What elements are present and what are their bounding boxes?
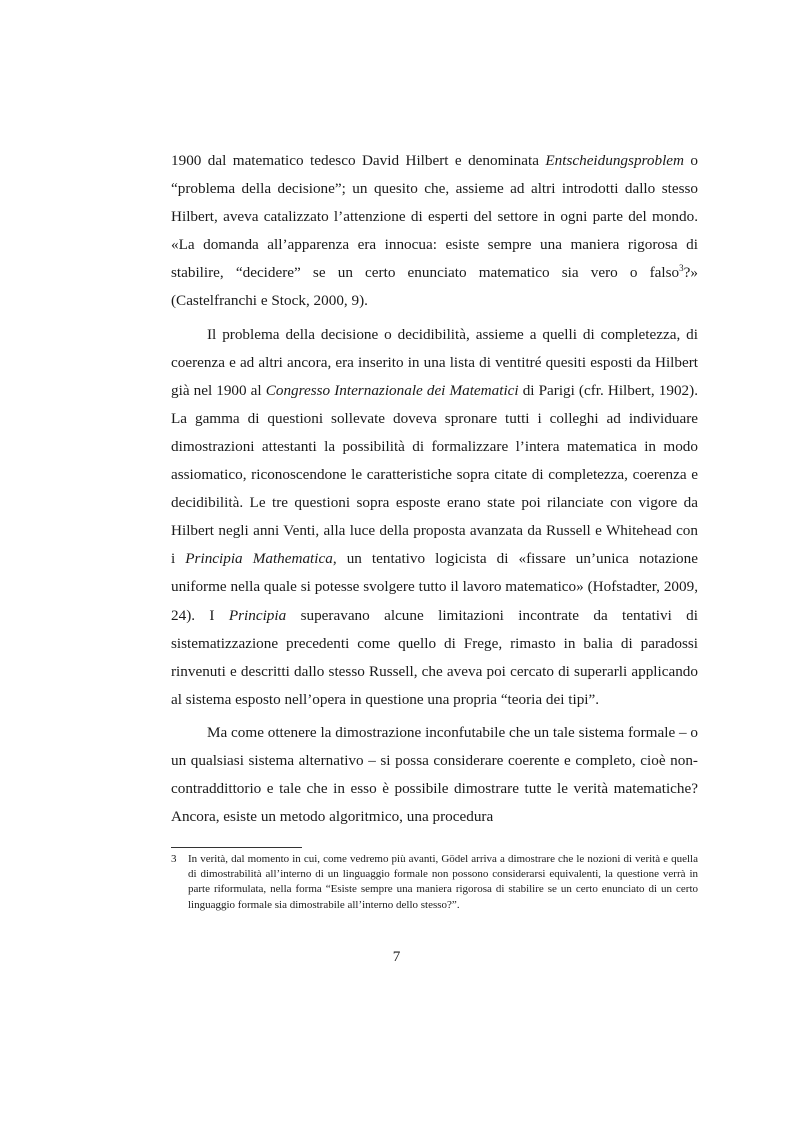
text-segment: Il problema della decisione o decidibilità, assieme a quelli di completezza, di coerenza e ad altri ancora, era inserito in una lista di ventitré quesiti esposti da Hilbert già nel 1900 al <box>171 325 698 399</box>
text-segment: ?» (Castelfranchi e Stock, 2000, 9). <box>171 264 698 310</box>
footnote <box>171 852 698 913</box>
footnote-number: 3 <box>171 853 177 865</box>
text-segment: superavano alcune limitazioni incontrate da tentativi di sistematizzazione precedenti come quello di Frege, rimasto in balia di paradossi rinvenuti e descritti dallo stesso Russell, che aveva poi cercato di superarli applicando al sistema esposto nell’opera in questione una propria “teoria dei tipi”. <box>171 606 698 708</box>
text-segment: o “problema della decisione”; un quesito che, assieme ad altri introdotti dallo stesso Hilbert, aveva catalizzato l’attenzione di esperti del settore in ogni parte del mondo. «La domanda all’apparenza era innocua: esiste sempre una maniera rigorosa di stabilire, “decidere” se un certo enunciato matematico sia vero o falso <box>171 152 699 282</box>
text-segment: di Parigi (cfr. Hilbert, 1902). La gamma di questioni sollevate doveva spronare tutti i colleghi ad individuare dimostrazioni attestanti la possibilità di formalizzare l’intera matematica in modo assiomatico, riconoscendone le caratteristiche sopra citate di completezza, coerenza e decidibilità. Le tre questioni sopra esposte erano state poi rilanciate con vigore da Hilbert negli anni Venti, alla luce della proposta avanzata da Russell e Whitehead con i <box>171 381 698 568</box>
paragraph <box>171 719 698 831</box>
italic-text: Congresso Internazionale dei Matematici <box>265 381 519 399</box>
footnote-separator <box>171 847 302 848</box>
paragraph <box>171 321 698 714</box>
italic-text: Principia <box>228 606 287 624</box>
italic-text: Principia Mathematica <box>185 550 333 568</box>
italic-text: Entscheidungsproblem <box>545 152 684 169</box>
page-number: 7 <box>392 948 401 965</box>
paragraph <box>171 147 698 316</box>
footnote-reference: 3 <box>679 263 684 274</box>
text-segment: 1900 dal matematico tedesco David Hilbert e denominata <box>171 152 546 169</box>
text-segment: Ma come ottenere la dimostrazione inconfutabile che un tale sistema formale – o un qualsiasi sistema alternativo – si possa considerare coerente e completo, cioè non-contraddittorio e tale che in esso è possibile dimostrare tutte le verità matematiche? Ancora, esiste un metodo algoritmico, una procedura <box>171 723 698 826</box>
footnote-text: In verità, dal momento in cui, come vedremo più avanti, Gödel arriva a dimostrare che le nozioni di verità e quella di dimostrabilità all’interno di un linguaggio formale non possono considerarsi equivalenti, la questione verrà in parte riformulata, nella forma “Esiste sempre una maniera rigorosa di stabilire se un certo enunciato di un certo linguaggio formale sia dimostrabile all’interno dello stesso?”. <box>188 853 698 911</box>
text-segment: , un tentativo logicista di «fissare un’unica notazione uniforme nella quale si potesse svolgere tutto il lavoro matematico» (Hofstadter, 2009, 24). I <box>171 550 698 624</box>
body-text <box>171 147 698 831</box>
